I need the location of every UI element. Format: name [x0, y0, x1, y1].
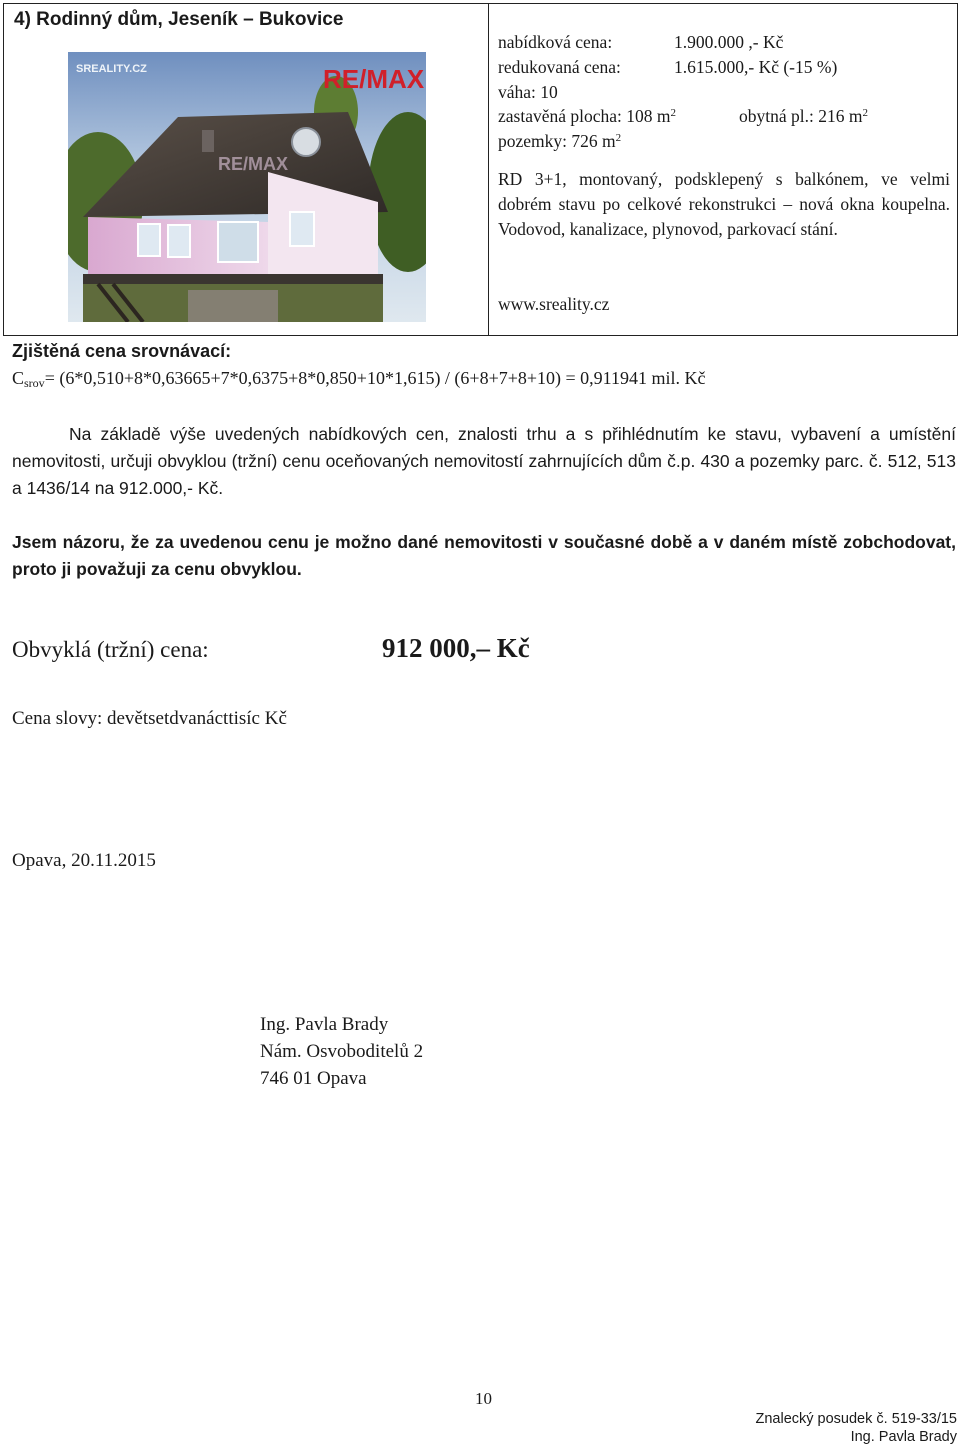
source-website: www.sreality.cz: [498, 294, 610, 314]
remax-logo: RE/MAX: [323, 64, 425, 94]
footer-author: Ing. Pavla Brady: [850, 1429, 957, 1445]
weight: váha: 10: [498, 82, 558, 102]
reduced-price-value: 1.615.000,- Kč (-15 %): [674, 57, 838, 77]
market-price-value: 912 000,– Kč: [382, 633, 530, 663]
opinion-paragraph: Jsem názoru, že za uvedenou cenu je možno dané nemovitosti v současné době a v daném místě zobchodovat, proto ji považuji za cenu obvyklou.: [12, 532, 956, 579]
offer-price-label: nabídková cena:: [498, 32, 613, 52]
watermark-text: SREALITY.CZ: [76, 63, 147, 75]
built-area: zastavěná plocha: 108 $m^2$: [498, 106, 677, 126]
place-date: Opava, 20.11.2015: [12, 850, 156, 871]
comparison-formula: $C_{srov}= (6*0,510+8*0,63665+7*0,6375+8*0,850+10*1,615) / (6+8+7+8+10) = 0,911941$ mil. Kč: [12, 368, 706, 390]
signature-name: Ing. Pavla Brady: [260, 1014, 389, 1035]
property-title: 4) Rodinný dům, Jeseník – Bukovice: [14, 9, 344, 30]
svg-text:RE/MAX: RE/MAX: [218, 154, 289, 174]
market-price-label: Obvyklá (tržní) cena:: [12, 637, 209, 662]
page-number: 10: [475, 1389, 492, 1408]
living-area: obytná pl.: 216 $m^2$: [739, 106, 868, 126]
property-table: [3, 3, 958, 336]
valuation-paragraph: Na základě výše uvedených nabídkových cen, znalosti trhu a s přihlédnutím ke stavu, vybavení a umístění nemovitosti, určuji obvyklou (tržní) cenu oceňovaných nemovitostí zahrnujících dům č.p. 430 a pozemky parc. č. 512, 513 a 1436/14 na 912.000,- Kč.: [12, 424, 956, 498]
signature-city: 746 01 Opava: [260, 1068, 367, 1089]
signature-street: Nám. Osvoboditelů 2: [260, 1041, 424, 1062]
comparison-heading: Zjištěná cena srovnávací:: [12, 341, 232, 361]
table-divider: [488, 4, 489, 335]
land-area: pozemky: 726 $m^2$: [498, 131, 622, 151]
house-photo: [68, 52, 426, 322]
offer-price-value: 1.900.000 ,- Kč: [674, 32, 784, 52]
reduced-price-label: redukovaná cena:: [498, 57, 621, 77]
footer-report: Znalecký posudek č. 519-33/15: [755, 1411, 957, 1427]
price-in-words: Cena slovy: devětsetdvanácttisíc Kč: [12, 708, 287, 729]
property-description: RD 3+1, montovaný, podsklepený s balkónem, ve velmi dobrém stavu po celkové rekonstrukci – nová okna koupelna. Vodovod, kanalizace, plynovod, parkovací stání.: [498, 169, 950, 239]
